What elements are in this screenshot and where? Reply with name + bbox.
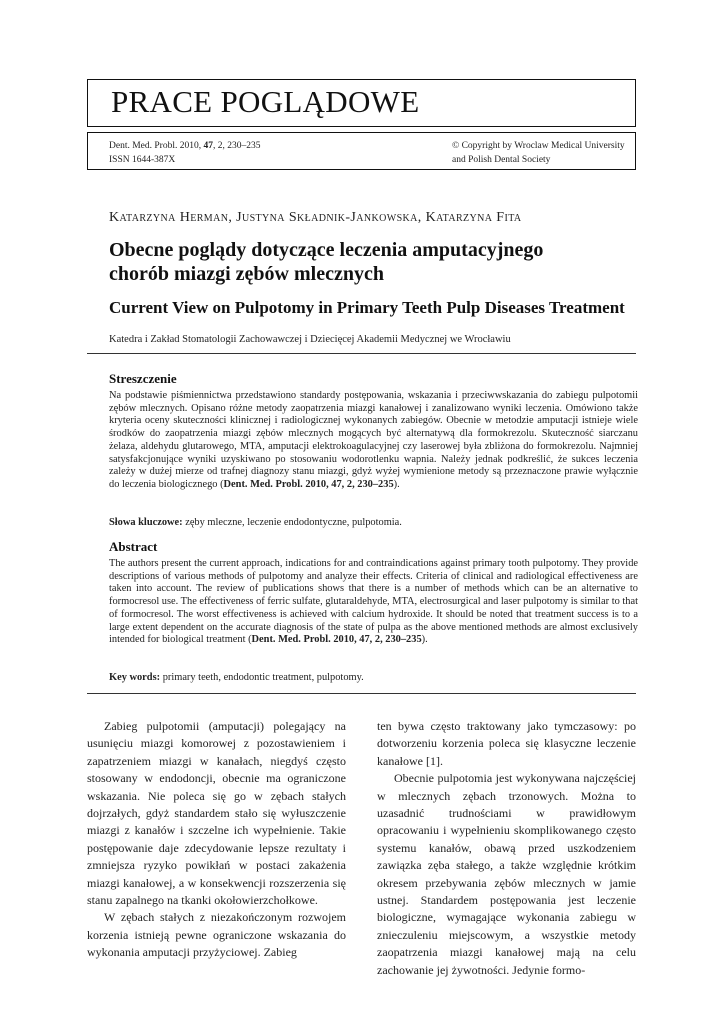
keywords-en: primary teeth, endodontic treatment, pulpotomy. (160, 672, 364, 683)
title-polish-line-1: Obecne poglądy dotyczące leczenia amputacyjnego (109, 239, 544, 261)
streszczenie-end: ). (393, 478, 400, 490)
body-paragraph: Obecnie pulpotomia jest wykonywana najczęściej w mlecznych zębach trzonowych. Można to uzasadnić trudnościami w prawidłowym opracowaniu i wypełnieniu skomplikowanego często systemu kanałów, obawą przed uszkodzeniem zawiązka zęba stałego, a także względnie krótkim okresem przebywania zębów mlecznych w jamie ustnej. Standardem postępowania jest leczenie biologiczne, wymagające wykonania zabiegu w znieczuleniu miejscowym, a wszystkie metody zaopatrzenia miazgi kanałowej mają na celu zachowanie jej żywotności. Jedynie formo- (377, 771, 636, 977)
title-english: Current View on Pulpotomy in Primary Teeth Pulp Diseases Treatment (109, 298, 625, 317)
streszczenie-citation: Dent. Med. Probl. 2010, 47, 2, 230–235 (223, 478, 394, 490)
abstract-body (109, 558, 638, 647)
body-paragraph: Zabieg pulpotomii (amputacji) polegający na usunięciu miazgi komorowej z pozostawieniem i zapatrzeniem miazgi w kanałach, niegdyś często stosowany w endodoncji, obecnie ma ograniczone wskazania. Nie poleca się go w zębach stałych dojrzałych, gdyż standardem stało się wyłuszczenie miazgi z kanałów i szczelne ich wypełnienie. Takie postępowanie daje zdecydowanie lepsze rezultaty i zmniejsza ryzyko powikłań w postaci zakażenia miazgi kanałowej, a w konsekwencji rozszerzenia się stanu zapalnego na tkanki okołowierzchołkowe. (87, 719, 346, 908)
body-paragraph: W zębach stałych z niezakończonym rozwojem korzenia istnieją pewne ograniczone wskazania do wykonania amputacji przyżyciowej. Zabieg (87, 910, 346, 960)
copyright-line-1: © Copyright by Wroclaw Medical University (452, 141, 625, 151)
citation-rest: , 2, 230–235 (212, 141, 261, 151)
body-column-right (377, 718, 636, 979)
copyright-line-2: and Polish Dental Society (452, 155, 551, 165)
streszczenie-body (109, 390, 638, 492)
divider-top (87, 353, 636, 354)
citation-text: Dent. Med. Probl. 2010, (109, 141, 204, 151)
copyright-info (452, 139, 625, 167)
keywords-en-label: Key words: (109, 672, 161, 683)
affiliation: Katedra i Zakład Stomatologii Zachowawczej i Dziecięcej Akademii Medycznej we Wrocławiu (109, 334, 511, 345)
streszczenie-text: Na podstawie piśmiennictwa przedstawiono standardy postępowania, wskazania i przeciwwskazania do zabiegu pulpotomii zębów mlecznych. Opisano różne metody zaopatrzenia miazgi kanałowej i zanalizowano wyniki leczenia. Omówiono także kryteria oceny skuteczności klinicznej i radiologicznej wykonanych zabiegów. Obecnie w metodzie amputacji istnieje wiele środków do zaopatrzenia miazgi zębów mlecznych mogących być alternatywą dla formokrezolu. Skuteczność siarczanu żelaza, aldehydu glutarowego, MTA, amputacji elektrokoagulacyjnej czy laserowej była zbliżona do formokrezolu. Najmniej satysfakcjonujące wyniki uzyskiwano po stosowaniu wodorotlenku wapnia. Należy jednak podkreślić, że sukces leczenia zależy w dużej mierze od trafnej diagnozy stanu miazgi, gdyż wyżej wymienione metody są przeznaczone prawie wyłącznie do leczenia biologicznego ( (109, 390, 638, 490)
streszczenie-keywords (109, 517, 638, 530)
abstract-heading: Abstract (109, 539, 158, 554)
streszczenie-heading: Streszczenie (109, 371, 177, 386)
abstract-keywords (109, 672, 638, 685)
keywords-pl: zęby mleczne, leczenie endodontyczne, pulpotomia. (182, 517, 402, 528)
divider-bottom (87, 693, 636, 694)
citation-info (109, 139, 260, 167)
abstract-citation: Dent. Med. Probl. 2010, 47, 2, 230–235 (251, 634, 422, 646)
issn: ISSN 1644-387X (109, 155, 176, 165)
title-polish-line-2: chorób miazgi zębów mlecznych (109, 263, 384, 285)
abstract-text: The authors present the current approach, indications for and contraindications against primary tooth pulpotomy. They provide descriptions of various methods of pulpotomy and analyze their effects. Criteria of clinical and radiological effectiveness are taken into account. The review of publications shows that there is a number of methods which can be an alternative to formocresol use. The effectiveness of ferric sulfate, glutaraldehyde, MTA, electrosurgical and laser pulpotomy is similar to that of formocresol. The worst effectiveness is achieved with calcium hydroxide. It should be noted that treatment success is to a large extent dependent on the accurate diagnosis of the state of pulpa as the above mentioned methods are almost exclusively intended for biological treatment ( (109, 558, 638, 646)
body-paragraph: ten bywa często traktowany jako tymczasowy: po dotworzeniu korzenia poleca się klasyczne leczenie kanałowe [1]. (377, 719, 636, 768)
keywords-pl-label: Słowa kluczowe: (109, 517, 183, 528)
authors: Katarzyna Herman, Justyna Składnik-Jankowska, Katarzyna Fita (109, 210, 522, 225)
journal-section-title: PRACE POGLĄDOWE (111, 84, 420, 119)
body-column-left (87, 718, 346, 962)
citation-volume: 47 (203, 141, 213, 151)
title-polish (109, 238, 649, 286)
abstract-end: ). (421, 634, 428, 646)
